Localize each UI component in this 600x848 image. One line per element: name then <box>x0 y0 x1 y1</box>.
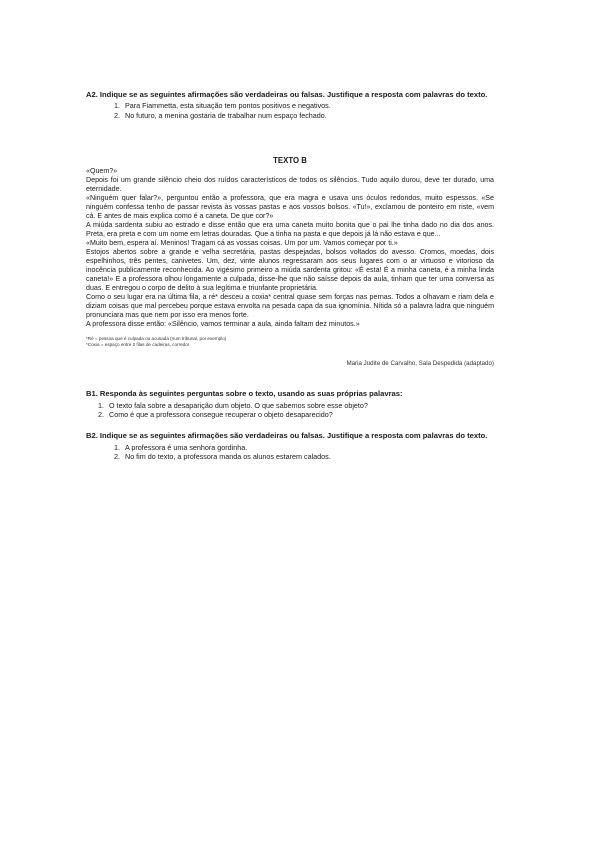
list-item: 2. No fim do texto, a professora manda os alunos estarem calados. <box>122 452 494 461</box>
list-item: 2. No futuro, a menina gostaria de trabalhar num espaço fechado. <box>122 111 494 120</box>
list-item: 1. A professora é uma senhora gordinha. <box>122 443 494 452</box>
question-a2-list <box>86 101 494 120</box>
text-paragraph: «Quem?» <box>86 167 118 176</box>
list-item: 1. Para Fiammetta, esta situação tem pontos positivos e negativos. <box>122 101 494 110</box>
text-b-body <box>86 167 494 329</box>
document-page <box>86 90 494 462</box>
footnote: *Coxia = espaço entre 2 filas de cadeiras, corredor <box>86 342 190 348</box>
text-b-title: TEXTO B <box>273 156 307 166</box>
text-paragraph: «Ninguém quer falar?», perguntou então a professora, que era magra e usava uns óculos redondos, muito espessos. «Se ninguém confessa tenho de passar revista às vossas pastas e aos vossos bolsos. «Tu!», exclamou de ponteiro em riste, «vem cá. E antes de mais explica como é a caneta. De que cor?» <box>86 194 494 221</box>
question-b1 <box>86 389 494 419</box>
list-item: 2. Como é que a professora consegue recuperar o objeto desaparecido? <box>106 410 494 419</box>
source-credit: Maria Judite de Carvalho, Sala Despedida (adaptado) <box>346 360 494 368</box>
text-paragraph: Depois foi um grande silêncio cheio dos ruídos característicos de todos os silêncios. Tudo aquilo durou, deve ter durado, uma eternidade. <box>86 176 494 194</box>
text-paragraph: Como o seu lugar era na última fila, a ré* desceu a coxia* central quase sem forças nas pernas. Todos a olhavam e riam dela e diziam coisas que mal percebeu porque estava envolta na pesada capa da sua ignomínia. Nítida só a palavra ladra que ninguém pronunciara mas que nem por isso era menos forte. <box>86 293 494 320</box>
question-b2 <box>86 431 494 461</box>
question-b2-heading: B2. Indique se as seguintes afirmações são verdadeiras ou falsas. Justifique a resposta com palavras do texto. <box>86 431 488 441</box>
question-a2 <box>86 90 494 120</box>
text-paragraph: A miúda sardenta subiu ao estrado e disse então que era uma caneta muito bonita que o pai lhe tinha dado no dia dos anos. Preta, era preta e com um nome em letras douradas. Que a tinha na pasta e que depois já lá não estava e que... <box>86 221 494 239</box>
footnote: *Ré = pessoa que é culpada ou acusada (num tribunal, por exemplo) <box>86 336 227 342</box>
question-b1-list <box>86 401 494 420</box>
question-b1-heading: B1. Responda às seguintes perguntas sobre o texto, usando as suas próprias palavras: <box>86 389 403 399</box>
text-paragraph: Estojos abertos sobre a grande e velha secretária, pastas despejadas, bolsos voltados do avesso. Cromos, moedas, dois espelhinhos, três pentes, canivetes. Um, dez, vinte alunos regressaram aos seus lugares com o ar virtuoso e vitorioso da inocência publicamente reconhecida. Ao vigésimo primeiro a miúda sardenta gritou: «É esta! É a minha caneta, é a minha linda caneta!» E a professora olhou longamente a culpada, disse-lhe que não saísse depois da aula, tinham que ter uma conversa as duas. E entregou o corpo de delito à sua legítima e triunfante proprietária. <box>86 248 494 293</box>
text-paragraph: A professora disse então: «Silêncio, vamos terminar a aula, ainda faltam dez minutos.» <box>86 320 360 329</box>
list-item: 1. O texto fala sobre a desaparição dum objeto. O que sabemos sobre esse objeto? <box>106 401 494 410</box>
text-paragraph: «Muito bem, espera aí. Meninos! Tragam cá as vossas coisas. Um por um. Vamos começar por ti.» <box>86 239 398 248</box>
question-b2-list <box>86 443 494 462</box>
question-a2-heading: A2. Indique se as seguintes afirmações são verdadeiras ou falsas. Justifique a resposta com palavras do texto. <box>86 90 488 99</box>
footnotes <box>86 336 494 348</box>
